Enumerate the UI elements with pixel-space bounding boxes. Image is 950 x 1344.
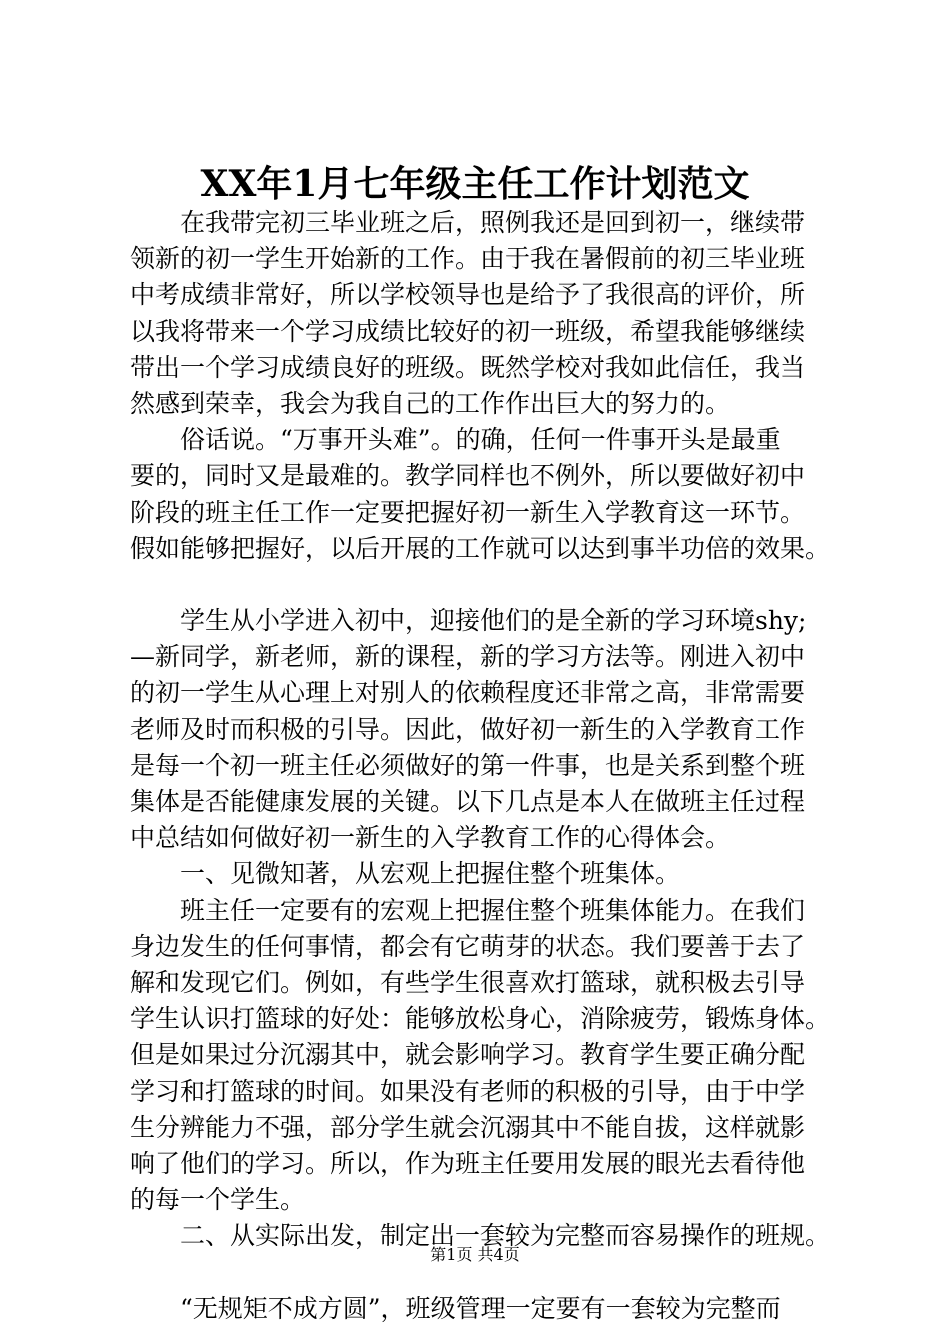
- text-line: 学生从小学进入初中，迎接他们的是全新的学习环境shy;: [130, 606, 807, 636]
- text-line: 但是如果过分沉溺其中，就会影响学习。教育学生要正确分配: [130, 1040, 806, 1070]
- text-line: 领新的初一学生开始新的工作。由于我在暑假前的初三毕业班: [130, 244, 806, 274]
- paragraph-gap: [130, 567, 855, 603]
- text-line: 的每一个学生。: [130, 1185, 306, 1215]
- text-line: 老师及时而积极的引导。因此，做好初一新生的入学教育工作: [130, 714, 806, 744]
- document-body: [130, 205, 855, 1327]
- text-line: 带出一个学习成绩良好的班级。既然学校对我如此信任，我当: [130, 352, 806, 382]
- text-line: 一、见微知著，从宏观上把握住整个班集体。: [130, 859, 681, 889]
- text-line: 阶段的班主任工作一定要把握好初一新生入学教育这一环节。: [130, 497, 806, 527]
- document-title: XX年1月七年级主任工作计划范文: [200, 163, 750, 205]
- text-line: 二、从实际出发，制定出一套较为完整而容易操作的班规。: [130, 1221, 831, 1251]
- text-line: 学生认识打篮球的好处：能够放松身心，消除疲劳，锻炼身体。: [130, 1004, 831, 1034]
- page-footer: 第1页 共4页: [430, 1245, 520, 1264]
- text-line: 俗话说。“万事开头难”。的确，任何一件事开头是最重: [130, 425, 781, 455]
- text-line: 班主任一定要有的宏观上把握住整个班集体能力。在我们: [130, 895, 806, 925]
- text-line: 集体是否能健康发展的关键。以下几点是本人在做班主任过程: [130, 787, 806, 816]
- text-line: 中考成绩非常好，所以学校领导也是给予了我很高的评价，所: [130, 280, 806, 310]
- text-line: 的初一学生从心理上对别人的依赖程度还非常之高，非常需要: [130, 678, 806, 708]
- text-line: 在我带完初三毕业班之后，照例我还是回到初一，继续带: [130, 208, 806, 237]
- text-line: 解和发现它们。例如，有些学生很喜欢打篮球，就积极去引导: [130, 967, 806, 997]
- text-line: 假如能够把握好，以后开展的工作就可以达到事半功倍的效果。: [130, 533, 831, 563]
- text-line: 然感到荣幸，我会为我自己的工作作出巨大的努力的。: [130, 388, 731, 418]
- text-line: 中总结如何做好初一新生的入学教育工作的心得体会。: [130, 823, 731, 853]
- text-line: 要的，同时又是最难的。教学同样也不例外，所以要做好初中: [130, 461, 806, 491]
- text-line: 响了他们的学习。所以，作为班主任要用发展的眼光去看待他: [130, 1148, 806, 1178]
- text-line: 是每一个初一班主任必须做好的第一件事，也是关系到整个班: [130, 750, 806, 780]
- text-line: —新同学，新老师，新的课程，新的学习方法等。刚进入初中: [130, 642, 806, 672]
- text-line: 以我将带来一个学习成绩比较好的初一班级，希望我能够继续: [130, 316, 806, 346]
- text-line: 身边发生的任何事情，都会有它萌芽的状态。我们要善于去了: [130, 931, 806, 961]
- text-line: 学习和打篮球的时间。如果没有老师的积极的引导，由于中学: [130, 1076, 806, 1106]
- text-line: 生分辨能力不强，部分学生就会沉溺其中不能自拔，这样就影: [130, 1112, 806, 1142]
- text-line: “无规矩不成方圆”，班级管理一定要有一套较为完整而: [130, 1293, 781, 1323]
